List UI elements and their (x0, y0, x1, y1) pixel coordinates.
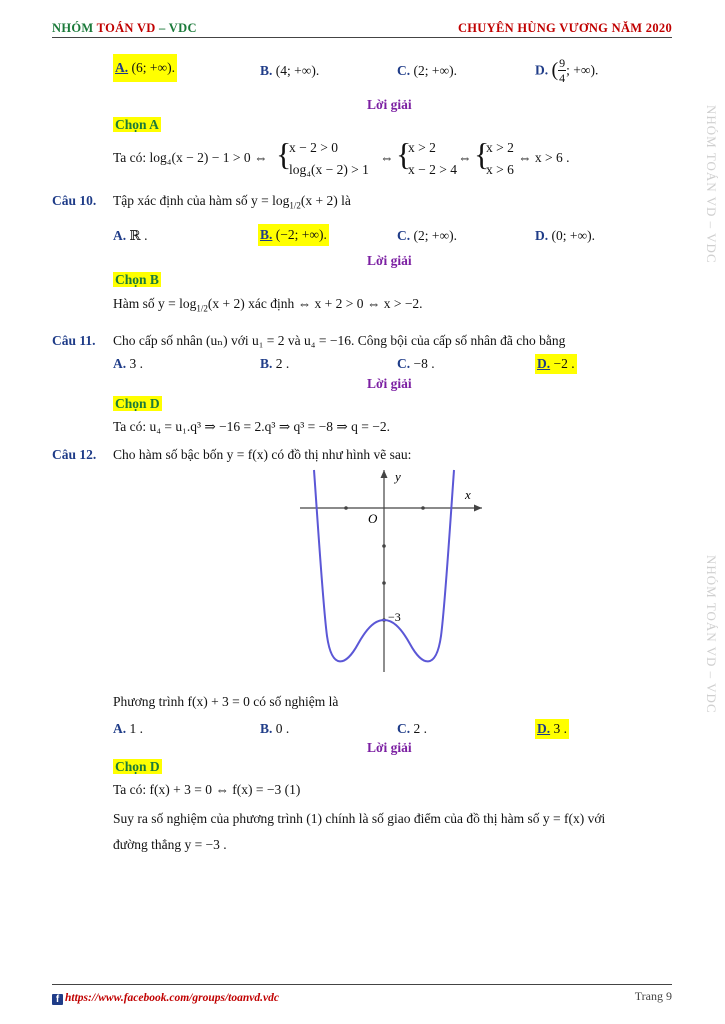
origin-label: O (368, 511, 378, 526)
x-axis-arrow (474, 505, 482, 512)
y-tick-1 (382, 544, 386, 548)
q10-solution-label: Lời giải (367, 253, 412, 268)
q12-work-1: Ta có: f(x) + 3 = 0 ⇔ f(x) = −3 (1) (113, 782, 301, 797)
q11-option-d[interactable] (535, 354, 577, 374)
q9-work-suffix: ⇔ x > 6 . (518, 150, 570, 165)
q10-option-d[interactable] (535, 228, 595, 244)
q9-work-prefix: Ta có: log₄(x − 2) − 1 > 0 ⇔ (113, 150, 268, 165)
q12-option-a[interactable] (113, 721, 143, 737)
q9-option-d-key: D. (535, 62, 549, 78)
q10-number: Câu 10. (52, 193, 97, 208)
page-number: Trang 9 (634, 989, 672, 1003)
header-group-part3: – VDC (155, 21, 197, 35)
y-tick-2 (382, 581, 386, 585)
q11-work: Ta có: u₄ = u₁.q³ ⇒ −16 = 2.q³ ⇒ q³ = −8 ⇒ q = −2. (113, 419, 390, 434)
q10-log-base: 1/2 (289, 200, 301, 211)
q12-option-b-value: 0 . (275, 721, 290, 736)
q9-chosen-text: Chọn A (115, 117, 159, 132)
q12-graph (296, 466, 486, 686)
q9-option-d-fraction (558, 56, 566, 85)
q11-option-c-value: −8 . (413, 356, 435, 371)
q11-chosen (113, 396, 162, 412)
q11-solution-label: Lời giải (367, 376, 412, 391)
q9-option-d[interactable] (535, 56, 598, 90)
footer-divider (52, 984, 672, 985)
q10-work (113, 296, 423, 314)
q10-option-c[interactable] (397, 228, 457, 244)
q12-number: Câu 12. (52, 447, 97, 462)
q12-option-b[interactable] (260, 721, 289, 737)
q10-work-pre: Hàm số y = log (113, 296, 197, 311)
q9-option-d-num: 9 (559, 56, 566, 70)
y-axis-arrow (381, 470, 388, 478)
q11-option-b-key: B. (260, 356, 273, 371)
q9-brace-2: { (396, 136, 412, 172)
q12-option-d[interactable] (535, 719, 569, 739)
q9-option-d-tail: ; +∞). (566, 62, 599, 78)
q10-chosen-text: Chọn B (115, 272, 159, 287)
q11-option-d-key: D. (537, 356, 551, 371)
q12-chosen (113, 759, 162, 775)
q10-option-b-value: (−2; +∞). (275, 227, 327, 242)
q10-work-base: 1/2 (196, 303, 208, 314)
q9-option-c[interactable] (397, 63, 457, 79)
q9-sys1-b: log₄(x − 2) > 1 (289, 162, 369, 177)
q12-work-2: Suy ra số nghiệm của phương trình (1) chính là số giao điểm của đồ thị hàm số y = f(x) với (113, 811, 606, 826)
q12-option-a-key: A. (113, 721, 127, 736)
q11-option-a[interactable] (113, 356, 143, 372)
q10-option-d-key: D. (535, 228, 549, 243)
header-group-part2: TOÁN VD (96, 21, 156, 35)
footer-link[interactable] (52, 989, 279, 1005)
q10-option-a[interactable] (113, 228, 147, 244)
q12-option-a-value: 1 . (129, 721, 143, 736)
q10-option-b[interactable] (258, 224, 329, 246)
q9-option-b-key: B. (260, 63, 273, 78)
x-tick-pos (421, 506, 425, 510)
q9-brace-3: { (474, 136, 490, 172)
header-divider (52, 37, 672, 38)
q9-option-d-den: 4 (559, 71, 566, 85)
q10-text (113, 193, 351, 211)
q9-sys2-b: x − 2 > 4 (408, 162, 457, 177)
q11-option-d-value: −2 . (553, 356, 575, 371)
q12-option-d-value: 3 . (553, 721, 567, 736)
q12-text: Cho hàm số bậc bốn y = f(x) có đồ thị như hình vẽ sau: (113, 447, 412, 462)
q9-option-c-value: (2; +∞). (413, 63, 457, 78)
x-axis-label: x (465, 487, 471, 502)
q10-option-c-key: C. (397, 228, 411, 243)
q10-option-c-value: (2; +∞). (413, 228, 457, 243)
q9-solution-label: Lời giải (367, 97, 412, 112)
q12-option-b-key: B. (260, 721, 273, 736)
q10-option-b-key: B. (260, 227, 273, 242)
q10-option-a-value: ℝ . (129, 228, 148, 243)
q9-chosen (113, 117, 161, 133)
q11-number: Câu 11. (52, 333, 96, 348)
q10-option-a-key: A. (113, 228, 127, 243)
q12-solution-label: Lời giải (367, 740, 412, 755)
footer-link-text[interactable]: https://www.facebook.com/groups/toanvd.vdc (65, 992, 279, 1004)
q9-option-b-value: (4; +∞). (275, 63, 320, 78)
q9-iff-1: ⇔ (380, 150, 394, 165)
q9-iff-2: ⇔ (458, 150, 472, 165)
q10-text-post: (x + 2) là (300, 193, 351, 208)
q10-text-pre: Tập xác định của hàm số y = log (113, 193, 290, 208)
q11-text: Cho cấp số nhân (uₙ) với u₁ = 2 và u₄ = −16. Công bội của cấp số nhân đã cho bằng (113, 333, 566, 348)
q11-option-a-value: 3 . (129, 356, 143, 371)
q11-option-b[interactable] (260, 356, 289, 372)
header-exam-title: CHUYÊN HÙNG VƯƠNG NĂM 2020 (457, 21, 672, 35)
x-tick-neg (344, 506, 348, 510)
y-axis-label: y (395, 469, 401, 484)
header-group-part1: NHÓM (52, 21, 97, 35)
q11-chosen-text: Chọn D (115, 396, 160, 411)
q9-option-b[interactable] (260, 63, 319, 79)
q9-option-a-key: A. (115, 60, 129, 75)
q9-option-d-paren: ( (551, 59, 559, 81)
q9-option-a[interactable] (113, 54, 177, 88)
q11-option-c[interactable] (397, 356, 435, 372)
watermark-bottom: NHÓM TOÁN VD – VDC (704, 555, 719, 714)
header-group-name (52, 21, 197, 36)
q10-chosen (113, 272, 161, 288)
q9-option-c-key: C. (397, 63, 411, 78)
q9-sys2-a: x > 2 (408, 140, 436, 155)
q9-sys1-a: x − 2 > 0 (289, 140, 338, 155)
q12-prompt: Phương trình f(x) + 3 = 0 có số nghiệm là (113, 694, 339, 709)
q12-option-c-value: 2 . (413, 721, 427, 736)
q9-option-a-value: (6; +∞). (131, 60, 175, 75)
q12-work-3: đường thẳng y = −3 . (113, 837, 227, 852)
q10-option-d-value: (0; +∞). (551, 228, 595, 243)
watermark-top: NHÓM TOÁN VD – VDC (704, 105, 719, 264)
q11-option-b-value: 2 . (275, 356, 290, 371)
q9-brace-1: { (276, 136, 292, 172)
facebook-icon: f (52, 994, 63, 1005)
q12-chosen-text: Chọn D (115, 759, 160, 774)
q12-option-c[interactable] (397, 721, 427, 737)
q11-option-a-key: A. (113, 356, 127, 371)
q9-sys3-a: x > 2 (486, 140, 514, 155)
q10-work-post: (x + 2) xác định ⇔ x + 2 > 0 ⇔ x > −2. (207, 296, 423, 311)
q12-option-c-key: C. (397, 721, 411, 736)
q11-option-c-key: C. (397, 356, 411, 371)
q12-option-d-key: D. (537, 721, 551, 736)
q9-sys3-b: x > 6 (486, 162, 514, 177)
y-tick-label: −3 (388, 610, 401, 624)
